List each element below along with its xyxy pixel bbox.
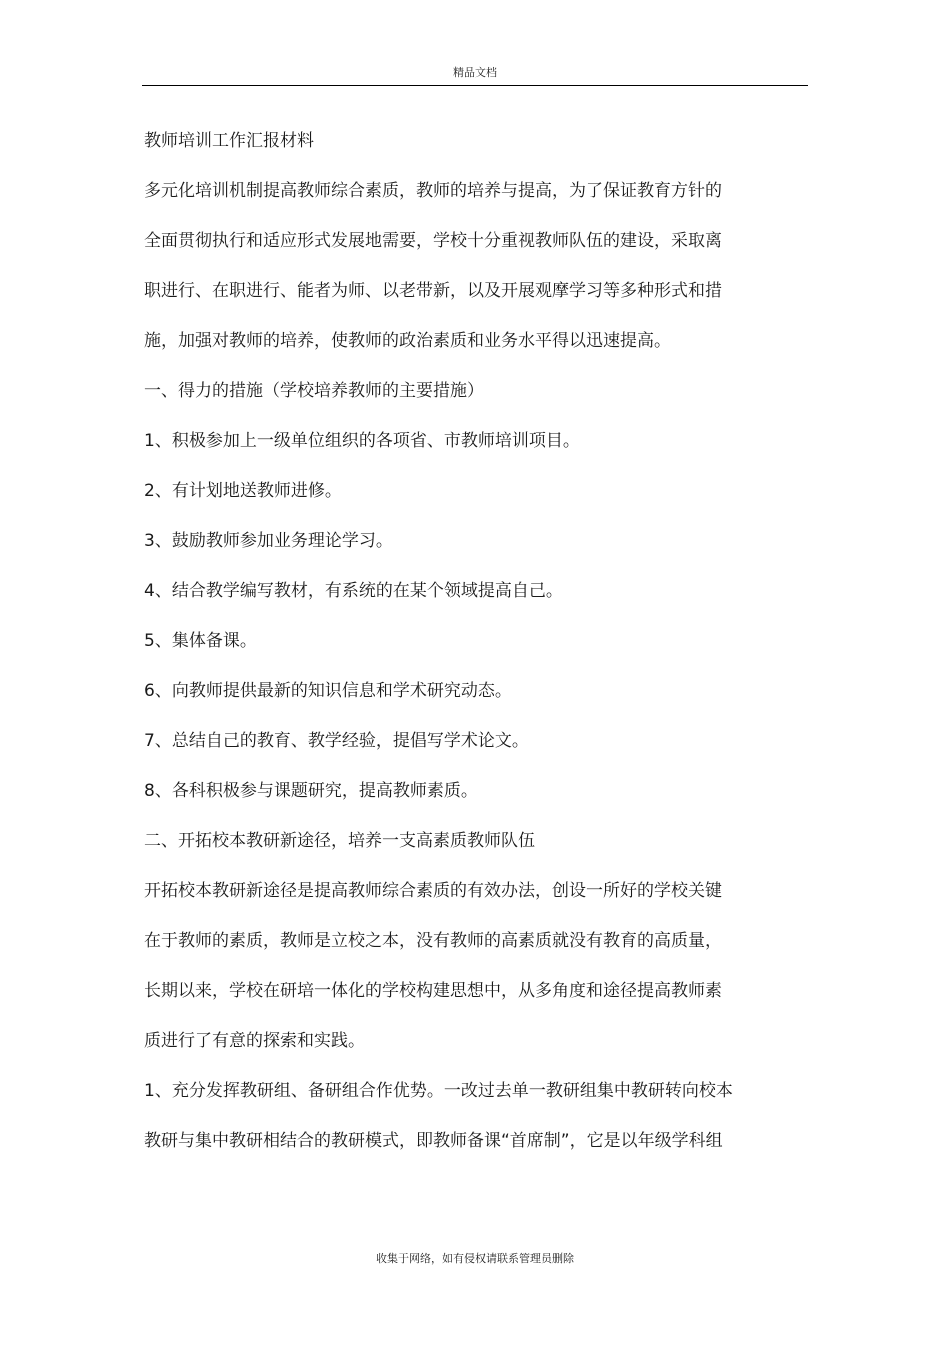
section-heading: 一、得力的措施（学校培养教师的主要措施） [144, 381, 484, 401]
list-item: 2、有计划地送教师进修。 [144, 481, 342, 501]
paragraph-line: 教研与集中教研相结合的教研模式，即教师备课“首席制”，它是以年级学科组 [144, 1131, 723, 1151]
paragraph-line: 施，加强对教师的培养，使教师的政治素质和业务水平得以迅速提高。 [144, 331, 671, 351]
paragraph-line: 开拓校本教研新途径是提高教师综合素质的有效办法，创设一所好的学校关键 [144, 881, 722, 901]
list-item: 8、各科积极参与课题研究，提高教师素质。 [144, 781, 478, 801]
document-body [144, 126, 794, 1176]
list-item: 6、向教师提供最新的知识信息和学术研究动态。 [144, 681, 512, 701]
paragraph-line: 长期以来，学校在研培一体化的学校构建思想中，从多角度和途径提高教师素 [144, 981, 722, 1001]
section-heading: 二、开拓校本教研新途径，培养一支高素质教师队伍 [144, 831, 535, 851]
paragraph-line: 质进行了有意的探索和实践。 [144, 1031, 365, 1051]
header-rule [142, 85, 808, 86]
list-item: 5、集体备课。 [144, 631, 257, 651]
list-item: 3、鼓励教师参加业务理论学习。 [144, 531, 393, 551]
paragraph-line: 全面贯彻执行和适应形式发展地需要，学校十分重视教师队伍的建设，采取离 [144, 231, 722, 251]
list-item: 4、结合教学编写教材，有系统的在某个领域提高自己。 [144, 581, 563, 601]
paragraph-line: 职进行、在职进行、能者为师、以老带新，以及开展观摩学习等多种形式和措 [144, 281, 722, 301]
paragraph-line: 在于教师的素质，教师是立校之本，没有教师的高素质就没有教育的高质量， [144, 931, 722, 951]
list-item: 1、充分发挥教研组、备研组合作优势。一改过去单一教研组集中教研转向校本 [144, 1081, 733, 1101]
list-item: 7、总结自己的教育、教学经验，提倡写学术论文。 [144, 731, 529, 751]
document-title: 教师培训工作汇报材料 [144, 131, 314, 151]
paragraph-line: 多元化培训机制提高教师综合素质，教师的培养与提高，为了保证教育方针的 [144, 181, 722, 201]
page-header: 精品文档 [453, 66, 497, 79]
page-footer: 收集于网络，如有侵权请联系管理员删除 [376, 1252, 574, 1265]
list-item: 1、积极参加上一级单位组织的各项省、市教师培训项目。 [144, 431, 580, 451]
